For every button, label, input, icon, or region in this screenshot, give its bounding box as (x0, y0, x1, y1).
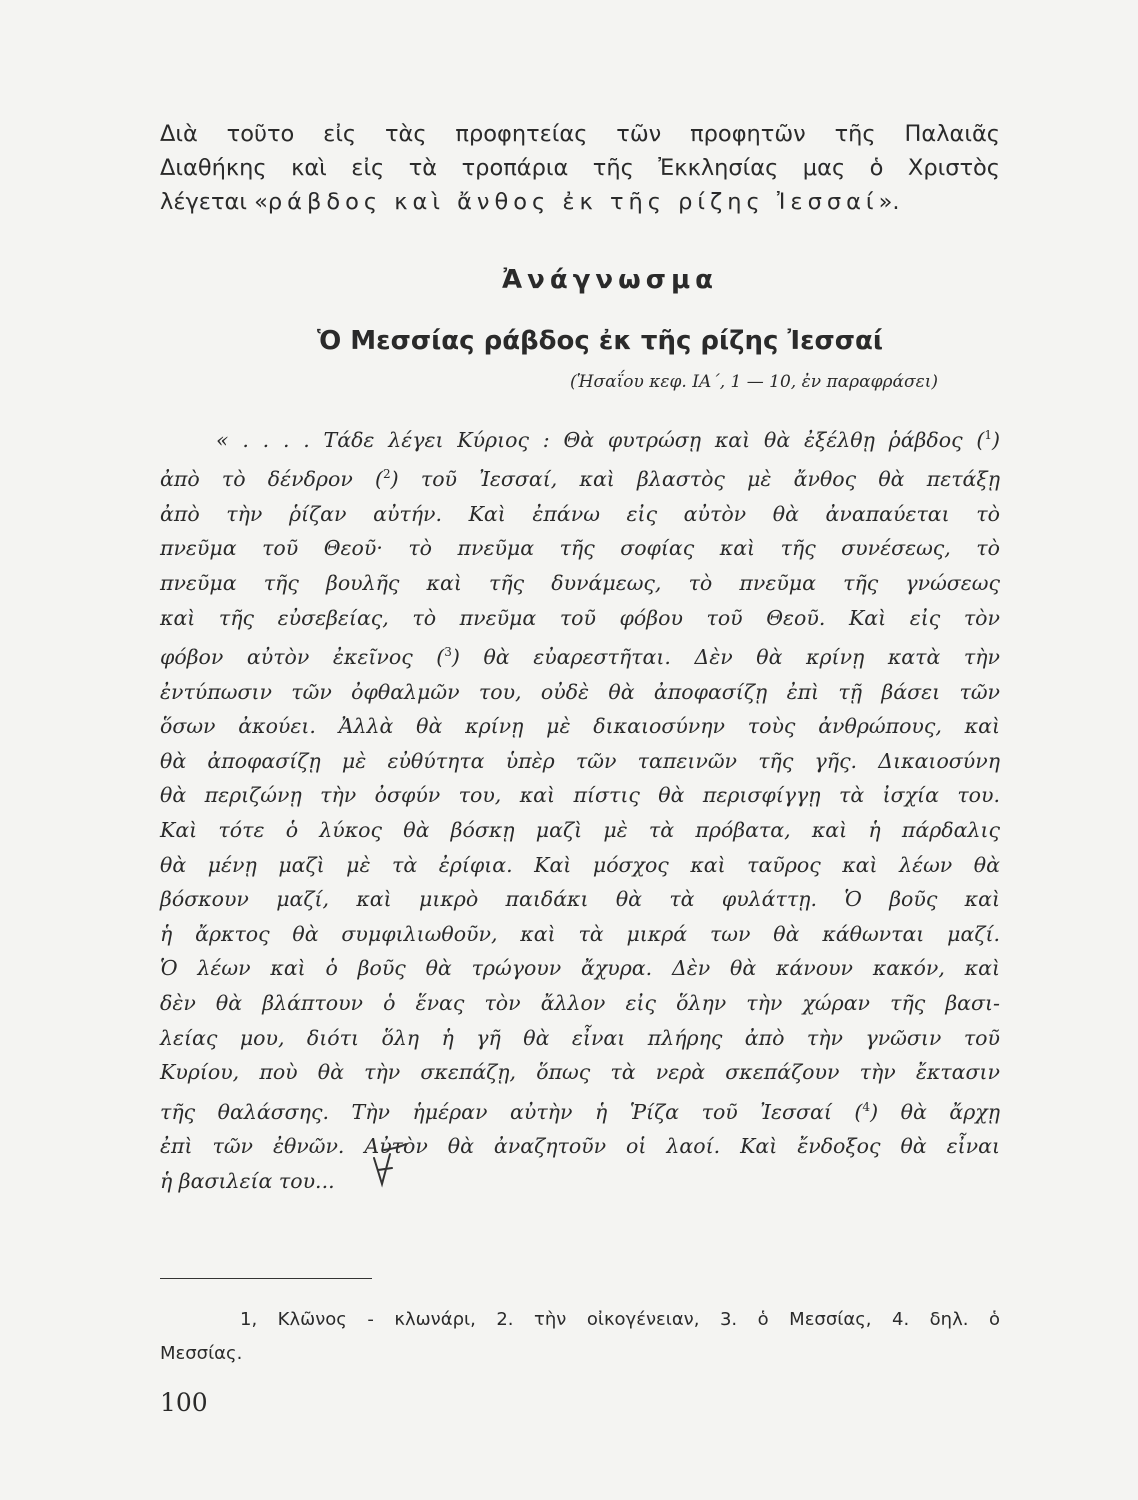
reading-line: ἡ βασιλεία του... (160, 1168, 335, 1193)
intro-line: Διὰ τοῦτο εἰς τὰς προφητείας τῶν προφητῶν τῆς Παλαιᾶς (160, 121, 1000, 147)
handwritten-mark (370, 1140, 410, 1190)
reading-line (160, 457, 1000, 496)
reading-line: δὲν θὰ βλάπτουν ὁ ἕνας τὸν ἄλλον εἰς ὅλην τὴν χώραν τῆς βασι- (160, 990, 1000, 1015)
intro-spaced-quote: ράβδος καὶ ἄνθος ἐκ τῆς ρίζης Ἰεσσαί (267, 189, 879, 215)
reading-line: πνεῦμα τῆς βουλῆς καὶ τῆς δυνάμεως, τὸ πνεῦμα τῆς γνώσεως (160, 571, 1000, 596)
scripture-source: (Ἡσαΐου κεφ. ΙΑ΄, 1 — 10, ἐν παραφράσει) (570, 372, 938, 392)
footnote-line: 1, Κλῶνος - κλωνάρι, 2. τὴν οἰκογένειαν, 3. ὁ Μεσσίας, 4. δηλ. ὁ (240, 1309, 1000, 1330)
reading-line: πνεῦμα τοῦ Θεοῦ· τὸ πνεῦμα τῆς σοφίας καὶ τῆς συνέσεως, τὸ (160, 536, 1000, 561)
reading-line: ἐπὶ τῶν ἐθνῶν. Αὐτὸν θὰ ἀναζητοῦν οἱ λαοί. Καὶ ἔνδοξος θὰ εἶναι (160, 1134, 1000, 1159)
reading-line: ἐντύπωσιν τῶν ὀφθαλμῶν του, οὐδὲ θὰ ἀποφασίζῃ ἐπὶ τῇ βάσει τῶν (160, 679, 1000, 704)
footnote-divider (160, 1278, 372, 1279)
reading-line (160, 1090, 1000, 1129)
reading-line: Κυρίου, ποὺ θὰ τὴν σκεπάζῃ, ὅπως τὰ νερὰ σκεπάζουν τὴν ἔκτασιν (160, 1060, 1000, 1085)
reading-fragment: ) θὰ εὐαρεστῆται. Δὲν θὰ κρίνῃ κατὰ τὴν (451, 645, 1000, 670)
reading-line: θὰ ἀποφασίζῃ μὲ εὐθύτητα ὑπὲρ τῶν ταπεινῶν τῆς γῆς. Δικαιοσύνη (160, 748, 1000, 773)
intro-text: ». (878, 189, 900, 215)
reading-line: Καὶ τότε ὁ λύκος θὰ βόσκῃ μαζὶ μὲ τὰ πρόβατα, καὶ ἡ πάρδαλις (160, 818, 1000, 843)
reading-fragment: ) θὰ ἄρχῃ (870, 1099, 1000, 1124)
intro-paragraph (160, 117, 1000, 219)
reading-line: καὶ τῆς εὐσεβείας, τὸ πνεῦμα τοῦ φόβου τοῦ Θεοῦ. Καὶ εἰς τὸν (160, 605, 1000, 630)
reading-fragment: ἀπὸ τὸ δένδρον ( (160, 467, 383, 492)
reading-line: ἀπὸ τὴν ῥίζαν αὐτήν. Καὶ ἐπάνω εἰς αὐτὸν θὰ ἀναπαύεται τὸ (160, 501, 1000, 526)
footnote-marker: 3 (444, 645, 452, 660)
reading-line: βόσκουν μαζί, καὶ μικρὸ παιδάκι θὰ τὰ φυλάττῃ. Ὁ βοῦς καὶ (160, 887, 1000, 912)
reading-line: ἡ ἄρκτος θὰ συμφιλιωθοῦν, καὶ τὰ μικρά των θὰ κάθωνται μαζί. (160, 921, 1000, 946)
reading-line: θὰ περιζώνῃ τὴν ὀσφύν του, καὶ πίστις θὰ περισφίγγῃ τὰ ἰσχία του. (160, 783, 1000, 808)
footnote-marker: 2 (383, 467, 391, 482)
intro-line: Διαθήκης καὶ εἰς τὰ τροπάρια τῆς Ἐκκλησίας μας ὁ Χριστὸς (160, 155, 1000, 181)
reading-fragment: ) τοῦ Ἰεσσαί, καὶ βλαστὸς μὲ ἄνθος θὰ πετάξῃ (390, 467, 1000, 492)
page-number: 100 (160, 1388, 208, 1417)
footnote-marker: 1 (984, 428, 992, 442)
footnote-marker: 4 (862, 1099, 871, 1114)
reading-fragment: « . . . . Τάδε λέγει Κύριος : Θὰ φυτρώσῃ καὶ θὰ ἐξέλθῃ ῥάβδος ( (216, 427, 985, 452)
reading-line: ὅσων ἀκούει. Ἀλλὰ θὰ κρίνῃ μὲ δικαιοσύνην τοὺς ἀνθρώπους, καὶ (160, 714, 1000, 739)
reading-fragment: ) (992, 427, 1000, 452)
reading-line: λείας μου, διότι ὅλη ἡ γῆ θὰ εἶναι πλήρης ἀπὸ τὴν γνῶσιν τοῦ (160, 1025, 1000, 1050)
intro-text: λέγεται « (160, 189, 268, 215)
intro-line (160, 185, 1000, 219)
section-heading: Ἀνάγνωσμα (502, 265, 718, 295)
footnotes (160, 1303, 1000, 1371)
reading-line: Ὁ λέων καὶ ὁ βοῦς θὰ τρώγουν ἄχυρα. Δὲν θὰ κάνουν κακόν, καὶ (160, 956, 1000, 981)
reading-fragment: φόβον αὐτὸν ἐκεῖνος ( (160, 645, 445, 670)
reading-line: θὰ μένῃ μαζὶ μὲ τὰ ἐρίφια. Καὶ μόσχος καὶ ταῦρος καὶ λέων θὰ (160, 852, 1000, 877)
reading-line (160, 418, 1000, 457)
reading-fragment: τῆς θαλάσσης. Τὴν ἡμέραν αὐτὴν ἡ Ῥίζα τοῦ Ἰεσσαί ( (160, 1099, 863, 1124)
reading-line (160, 635, 1000, 674)
footnote-line: Μεσσίας. (160, 1343, 243, 1364)
reading-text (160, 418, 1000, 1198)
section-subheading: Ὁ Μεσσίας ράβδος ἐκ τῆς ρίζης Ἰεσσαί (316, 326, 884, 356)
